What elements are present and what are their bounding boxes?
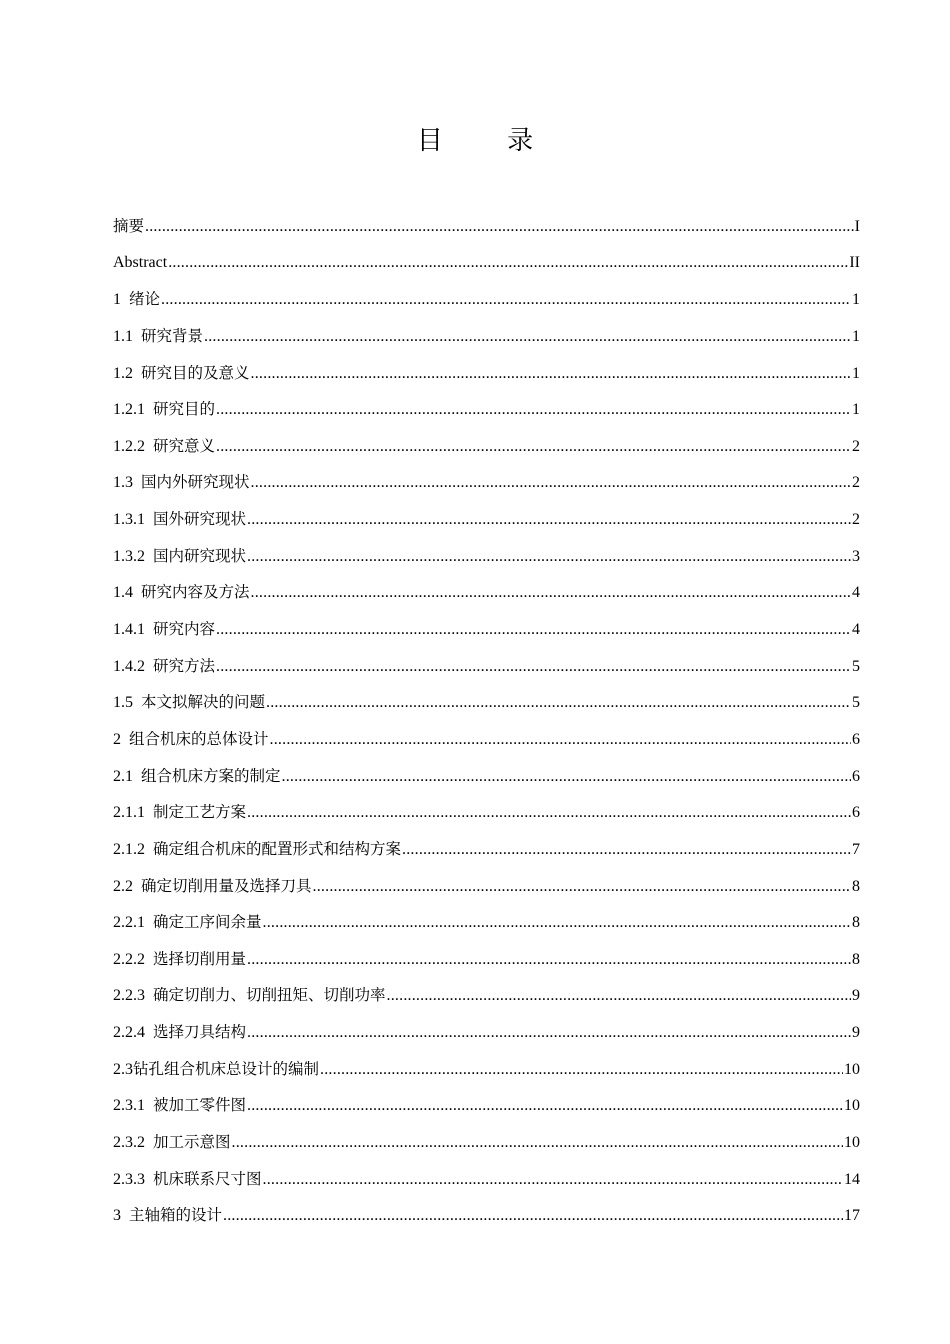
toc-entry-number: 1.3	[113, 474, 133, 492]
toc-entry-number: 2.3.1	[113, 1097, 145, 1115]
toc-entry-title: 国内研究现状	[153, 546, 247, 565]
toc-entry-page-number: 1	[852, 327, 860, 345]
toc-entry-page-number: 4	[852, 584, 860, 602]
toc-entry-page-number: 5	[852, 694, 860, 712]
toc-entry-number: 2.2	[113, 877, 133, 895]
toc-entry-page-number: 8	[852, 914, 860, 932]
toc-entry[interactable]	[113, 684, 860, 721]
toc-entry-number: 2.1	[113, 767, 133, 785]
toc-entry-title: 研究意义	[153, 436, 216, 455]
toc-entry-page-number: 3	[852, 547, 860, 565]
toc-entry-page-number: 1	[852, 401, 860, 419]
toc-entry-number: 2	[113, 730, 121, 748]
toc-entry-page-number: 10	[844, 1134, 860, 1152]
toc-entry-number: 2.3.2	[113, 1134, 145, 1152]
toc-entry-title: 研究方法	[153, 656, 216, 675]
page-title: 目 录	[416, 126, 562, 156]
toc-entry-number: 1.1	[113, 327, 133, 345]
toc-entry-number: 2.2.2	[113, 950, 145, 968]
toc-entry-title: 确定切削用量及选择刀具	[141, 876, 312, 895]
toc-entry-number: 1.2	[113, 364, 133, 382]
table-of-contents	[113, 208, 860, 1234]
toc-entry-title: 研究内容及方法	[141, 583, 250, 602]
toc-entry[interactable]	[113, 245, 860, 282]
toc-entry-page-number: 5	[852, 657, 860, 675]
dot-leader	[251, 356, 851, 392]
toc-entry-number: 2.3	[113, 1060, 133, 1078]
dot-leader	[223, 1198, 843, 1234]
toc-entry-title: 钻孔组合机床总设计的编制	[133, 1059, 320, 1078]
toc-entry-title: 被加工零件图	[153, 1096, 247, 1115]
toc-entry-number: 1	[113, 291, 121, 309]
toc-entry[interactable]	[113, 428, 860, 465]
dot-leader	[270, 722, 851, 758]
dot-leader	[204, 319, 851, 355]
dot-leader	[282, 759, 851, 795]
toc-entry[interactable]	[113, 281, 860, 318]
toc-entry-title: 摘要	[113, 217, 145, 235]
dot-leader	[402, 832, 851, 868]
toc-entry-title: 研究背景	[141, 326, 204, 345]
toc-entry-page-number: 6	[852, 730, 860, 748]
toc-entry[interactable]	[113, 904, 860, 941]
toc-entry-page-number: 9	[852, 1024, 860, 1042]
toc-entry-title: 确定切削力、切削扭矩、切削功率	[153, 986, 386, 1005]
toc-entry[interactable]	[113, 1051, 860, 1088]
toc-entry[interactable]	[113, 1014, 860, 1051]
dot-leader	[263, 905, 851, 941]
toc-entry-number: 1.5	[113, 694, 133, 712]
toc-entry[interactable]	[113, 648, 860, 685]
toc-entry-page-number: 14	[844, 1170, 860, 1188]
toc-entry-page-number: 8	[852, 950, 860, 968]
toc-entry-page-number: 4	[852, 621, 860, 639]
toc-entry-title: 国内外研究现状	[141, 473, 250, 492]
toc-entry-page-number: 6	[852, 767, 860, 785]
toc-entry-page-number: 1	[852, 364, 860, 382]
toc-entry-page-number: 17	[844, 1207, 860, 1225]
toc-entry-number: 1.4.2	[113, 657, 145, 675]
toc-entry-page-number: 7	[852, 840, 860, 858]
toc-entry-page-number: 2	[852, 474, 860, 492]
dot-leader	[251, 465, 851, 501]
toc-entry-title: 国外研究现状	[153, 510, 247, 529]
toc-entry-title: 制定工艺方案	[153, 803, 247, 822]
toc-entry-page-number: 8	[852, 877, 860, 895]
toc-entry[interactable]	[113, 977, 860, 1014]
toc-entry[interactable]	[113, 831, 860, 868]
dot-leader	[216, 612, 851, 648]
toc-entry-number: 2.1.2	[113, 840, 145, 858]
dot-leader	[216, 429, 851, 465]
toc-entry-title: 加工示意图	[153, 1133, 231, 1152]
toc-entry[interactable]	[113, 538, 860, 575]
toc-entry-title: 组合机床的总体设计	[129, 729, 269, 748]
toc-entry-page-number: 10	[844, 1060, 860, 1078]
toc-entry-title: 本文拟解决的问题	[141, 693, 266, 712]
dot-leader	[247, 942, 851, 978]
toc-entry-page-number: 10	[844, 1097, 860, 1115]
dot-leader	[247, 539, 851, 575]
toc-entry-number: 1.3.2	[113, 547, 145, 565]
toc-entry[interactable]	[113, 391, 860, 428]
toc-entry-number: 2.2.4	[113, 1024, 145, 1042]
toc-entry-page-number: 1	[852, 291, 860, 309]
toc-entry-page-number: 2	[852, 511, 860, 529]
dot-leader	[216, 649, 851, 685]
toc-entry-number: 1.3.1	[113, 511, 145, 529]
dot-leader	[387, 978, 851, 1014]
dot-leader	[145, 209, 854, 245]
toc-entry-number: 2.1.1	[113, 804, 145, 822]
toc-entry[interactable]	[113, 355, 860, 392]
toc-entry[interactable]	[113, 794, 860, 831]
toc-entry-title: Abstract	[113, 253, 168, 271]
dot-leader	[247, 502, 851, 538]
toc-entry[interactable]	[113, 1161, 860, 1198]
toc-entry-number: 1.2.2	[113, 437, 145, 455]
toc-entry-page-number: I	[854, 218, 860, 235]
dot-leader	[247, 795, 851, 831]
toc-entry-number: 3	[113, 1207, 121, 1225]
dot-leader	[266, 685, 851, 721]
toc-entry[interactable]	[113, 1197, 860, 1234]
toc-entry-page-number: II	[849, 253, 860, 271]
toc-entry-number: 1.2.1	[113, 401, 145, 419]
toc-entry-title: 绪论	[129, 290, 161, 309]
dot-leader	[161, 282, 851, 318]
toc-entry-number: 2.2.3	[113, 987, 145, 1005]
dot-leader	[263, 1162, 843, 1198]
toc-entry-page-number: 6	[852, 804, 860, 822]
toc-entry-number: 1.4.1	[113, 621, 145, 639]
toc-entry[interactable]	[113, 574, 860, 611]
toc-entry-title: 机床联系尺寸图	[153, 1169, 262, 1188]
toc-entry[interactable]	[113, 464, 860, 501]
dot-leader	[232, 1125, 843, 1161]
toc-entry[interactable]	[113, 208, 860, 245]
dot-leader	[313, 869, 851, 905]
toc-entry[interactable]	[113, 611, 860, 648]
dot-leader	[247, 1015, 851, 1051]
toc-entry[interactable]	[113, 501, 860, 538]
toc-entry-number: 2.2.1	[113, 914, 145, 932]
toc-entry-page-number: 9	[852, 987, 860, 1005]
toc-entry-title: 确定组合机床的配置形式和结构方案	[153, 839, 402, 858]
toc-entry[interactable]	[113, 868, 860, 905]
dot-leader	[216, 392, 851, 428]
dot-leader	[168, 245, 848, 282]
toc-entry-page-number: 2	[852, 437, 860, 455]
toc-entry[interactable]	[113, 1087, 860, 1124]
toc-entry-title: 选择刀具结构	[153, 1023, 247, 1042]
toc-entry-title: 组合机床方案的制定	[141, 766, 281, 785]
toc-entry-title: 确定工序间余量	[153, 913, 262, 932]
toc-entry-title: 研究内容	[153, 620, 216, 639]
toc-entry[interactable]	[113, 941, 860, 978]
dot-leader	[320, 1052, 843, 1088]
toc-entry[interactable]	[113, 758, 860, 795]
toc-entry-title: 主轴箱的设计	[129, 1206, 223, 1225]
toc-entry-title: 研究目的	[153, 400, 216, 419]
toc-entry-title: 选择切削用量	[153, 949, 247, 968]
toc-entry[interactable]	[113, 318, 860, 355]
dot-leader	[251, 575, 851, 611]
toc-entry-title: 研究目的及意义	[141, 363, 250, 382]
toc-entry-number: 1.4	[113, 584, 133, 602]
toc-entry-number: 2.3.3	[113, 1170, 145, 1188]
dot-leader	[247, 1088, 843, 1124]
toc-entry[interactable]	[113, 721, 860, 758]
toc-entry[interactable]	[113, 1124, 860, 1161]
